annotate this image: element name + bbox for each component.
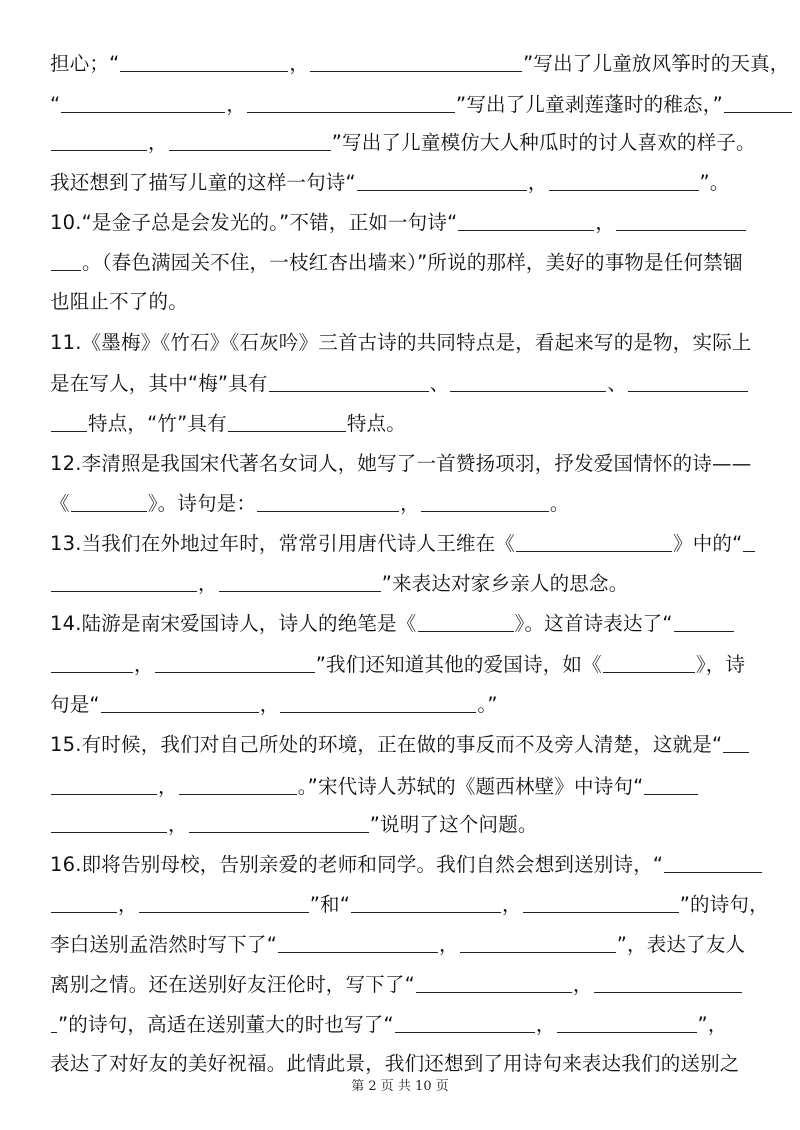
text-segment: 、	[607, 372, 628, 395]
text-segment: 、	[429, 372, 450, 395]
text-segment: ”说明了这个问题。	[369, 813, 538, 836]
text-segment: ”，表达了友人	[616, 933, 746, 956]
text-segment: 》，诗	[695, 653, 746, 676]
text-segment: 《	[50, 492, 70, 515]
answer-blank[interactable]	[549, 168, 699, 191]
text-segment: ”我们还知道其他的爱国诗，如《	[315, 653, 602, 676]
text-line	[50, 206, 760, 240]
answer-blank[interactable]	[357, 168, 527, 191]
text-segment: 。”	[477, 693, 498, 716]
text-segment: 。”宋代诗人苏轼的《题西林壁》中诗句“	[297, 775, 644, 798]
text-segment: ”写出了儿童模仿大人种瓜时的讨人喜欢的样子。	[331, 131, 756, 154]
answer-blank[interactable]	[51, 650, 133, 673]
answer-blank[interactable]	[351, 890, 501, 913]
answer-blank[interactable]	[664, 850, 762, 873]
text-segment: 10.“是金子总是会发光的。”不错，正如一句诗“	[50, 211, 458, 234]
answer-blank[interactable]	[628, 369, 748, 392]
text-segment: 》。诗句是：	[147, 492, 257, 515]
text-line	[50, 648, 760, 682]
answer-blank[interactable]	[139, 890, 309, 913]
answer-blank[interactable]	[278, 930, 438, 953]
answer-blank[interactable]	[61, 90, 225, 113]
answer-blank[interactable]	[71, 489, 147, 512]
answer-blank[interactable]	[516, 529, 672, 552]
text-segment: ，	[572, 973, 593, 996]
answer-blank[interactable]	[310, 49, 522, 72]
text-segment: 15.有时候，我们对自己所处的环境，正在做的事反而不及旁人清楚，这就是“	[50, 733, 723, 756]
text-segment: ”，	[697, 1013, 728, 1036]
answer-blank[interactable]	[51, 248, 81, 271]
text-segment: ，	[168, 813, 188, 836]
answer-blank[interactable]	[189, 810, 369, 833]
text-line	[50, 527, 760, 561]
text-line	[50, 126, 760, 160]
text-line	[50, 246, 760, 280]
text-line	[50, 367, 760, 401]
text-line	[50, 88, 760, 122]
text-line	[50, 770, 760, 804]
answer-blank[interactable]	[219, 569, 381, 592]
answer-blank[interactable]	[179, 772, 297, 795]
answer-blank[interactable]	[557, 1010, 697, 1033]
text-segment: ，	[595, 211, 616, 234]
answer-blank[interactable]	[257, 489, 399, 512]
text-line	[50, 1008, 760, 1042]
text-segment: 是在写人，其中“梅”具有	[50, 372, 268, 395]
answer-blank[interactable]	[418, 609, 514, 632]
answer-blank[interactable]	[644, 772, 698, 795]
text-line	[50, 928, 760, 962]
answer-blank[interactable]	[228, 409, 346, 432]
text-segment: 13.当我们在外地过年时，常常引用唐代诗人王维在《	[50, 532, 516, 555]
text-line	[50, 808, 760, 842]
text-line	[50, 326, 760, 360]
answer-blank[interactable]	[51, 128, 147, 151]
text-segment: ，	[535, 1013, 556, 1036]
text-line	[50, 447, 760, 481]
answer-blank[interactable]	[421, 489, 549, 512]
answer-blank[interactable]	[51, 810, 167, 833]
text-segment: 。（春色满园关不住，一枝红杏出墙来）”所说的那样，美好的事物是任何禁锢	[82, 251, 743, 274]
answer-blank[interactable]	[269, 369, 429, 392]
answer-blank[interactable]	[458, 208, 594, 231]
answer-blank[interactable]	[603, 650, 695, 673]
text-segment: ，	[118, 893, 138, 916]
answer-blank[interactable]	[416, 970, 572, 993]
text-segment: 特点。	[346, 412, 406, 435]
text-segment: 16.即将告别母校，告别亲爱的老师和同学。我们自然会想到送别诗，“	[50, 853, 664, 876]
text-line	[50, 688, 760, 722]
answer-blank[interactable]	[169, 128, 331, 151]
text-segment: ，	[226, 93, 247, 116]
text-segment: ，	[198, 572, 218, 595]
answer-blank[interactable]	[101, 690, 259, 713]
text-segment: ，	[502, 893, 522, 916]
answer-blank[interactable]	[616, 208, 746, 231]
answer-blank[interactable]	[723, 730, 749, 753]
text-segment: 担心；“	[50, 52, 120, 75]
answer-blank[interactable]	[395, 1010, 535, 1033]
text-segment: ”。	[699, 171, 730, 194]
text-segment: ”和“	[309, 893, 351, 916]
text-line	[50, 567, 760, 601]
answer-blank[interactable]	[51, 890, 117, 913]
text-segment: 句是“	[50, 693, 100, 716]
text-segment: 12.李清照是我国宋代著名女词人，她写了一首赞扬项羽，抒发爱国情怀的诗——	[50, 452, 752, 475]
text-segment: ”来表达对家乡亲人的思念。	[381, 572, 629, 595]
text-segment: ，	[527, 171, 548, 194]
answer-blank[interactable]	[450, 369, 606, 392]
text-segment: ，	[439, 933, 459, 956]
answer-blank[interactable]	[51, 772, 157, 795]
text-segment: ，	[158, 775, 178, 798]
answer-blank[interactable]	[460, 930, 616, 953]
text-segment: 我还想到了描写儿童的这样一句诗“	[50, 171, 356, 194]
answer-blank[interactable]	[594, 970, 742, 993]
text-segment: 特点，“竹”具有	[88, 412, 227, 435]
text-line	[50, 888, 769, 922]
text-segment: 李白送别孟浩然时写下了“	[50, 933, 278, 956]
text-segment: 离别之情。还在送别好友汪伦时，写下了“	[50, 973, 415, 996]
page-footer: 第 2 页 共 10 页	[351, 1079, 449, 1094]
answer-blank[interactable]	[51, 569, 197, 592]
answer-blank[interactable]	[155, 650, 315, 673]
answer-blank[interactable]	[51, 409, 87, 432]
answer-blank[interactable]	[280, 690, 476, 713]
text-line	[50, 285, 760, 319]
text-segment: “	[50, 93, 61, 116]
text-segment: 也阻止不了的。	[50, 290, 188, 313]
text-line	[50, 607, 760, 641]
text-line	[50, 487, 760, 521]
answer-blank[interactable]	[120, 49, 288, 72]
text-line	[50, 47, 790, 81]
text-segment: ，	[400, 492, 420, 515]
text-segment: ，	[134, 653, 154, 676]
text-segment: 11.《墨梅》《竹石》《石灰吟》三首古诗的共同特点是，看起来写的是物，实际上	[50, 331, 752, 354]
text-segment: ，	[259, 693, 280, 716]
text-line	[50, 968, 760, 1002]
answer-blank[interactable]	[247, 90, 455, 113]
text-segment: 》中的“	[673, 532, 743, 555]
text-segment: 》。这首诗表达了“	[514, 612, 673, 635]
text-segment: ，	[148, 131, 168, 154]
text-segment: ”写出了儿童放风筝时的天真，	[523, 52, 790, 75]
text-segment: 14.陆游是南宋爱国诗人，诗人的绝笔是《	[50, 612, 417, 635]
text-line	[50, 166, 760, 200]
text-segment: ，	[289, 52, 310, 75]
text-segment: 表达了对好友的美好祝福。此情此景，我们还想到了用诗句来表达我们的送别之	[50, 1052, 740, 1075]
text-line	[50, 407, 760, 441]
answer-blank[interactable]	[743, 529, 755, 552]
answer-blank[interactable]	[51, 1010, 57, 1033]
answer-blank[interactable]	[724, 90, 792, 113]
text-segment: ”写出了儿童剥莲蓬时的稚态，”	[456, 93, 723, 116]
text-segment: ”的诗句，	[679, 893, 769, 916]
text-line	[50, 848, 760, 882]
text-line	[50, 728, 760, 762]
answer-blank[interactable]	[674, 609, 734, 632]
text-segment: ”的诗句，高适在送别董大的时也写了“	[58, 1013, 394, 1036]
text-segment: 。	[549, 492, 570, 515]
answer-blank[interactable]	[523, 890, 679, 913]
